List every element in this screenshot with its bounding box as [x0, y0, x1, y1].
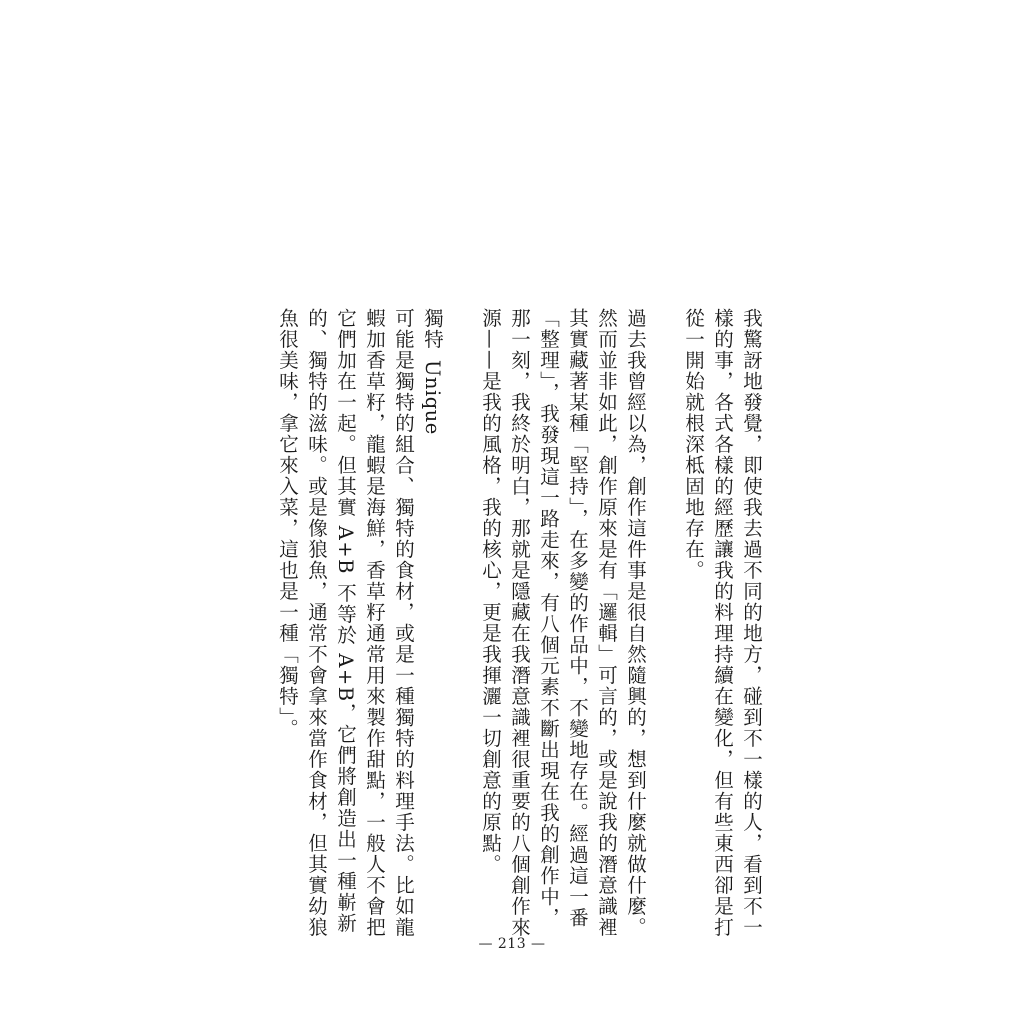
vertical-text-body [273, 308, 766, 938]
paragraph-2-line-3: 其實藏著某種「堅持」，在多變的作品中，不變地存在。經過這一番 [566, 308, 589, 929]
section-line-2: 蝦加香草籽，龍蝦是海鮮，香草籽通常用來製作甜點，一般人不會把 [363, 308, 386, 938]
paragraph-2-line-1: 過去我曾經以為，創作這件事是很自然隨興的，想到什麼就做什麼。 [624, 308, 647, 938]
paragraph-2-line-2: 然而並非如此，創作原來是有「邏輯」可言的，或是說我的潛意識裡 [595, 308, 618, 938]
paragraph-2-line-4: 「整理」，我發現這一路走來，有八個元素不斷出現在我的創作中， [537, 308, 560, 929]
section-heading [418, 308, 447, 888]
section-line-3: 它們加在一起。但其實 A+B 不等於 A+B，它們將創造出一種嶄新 [334, 308, 357, 934]
paragraph-1-line-1: 我驚訝地發覺，即使我去過不同的地方，碰到不一樣的人，看到不一 [740, 308, 763, 938]
section-line-4: 的、獨特的滋味。或是像狼魚，通常不會拿來當作食材，但其實幼狼 [305, 308, 328, 938]
page-number: — 213 — [478, 936, 546, 952]
section-spacer [447, 308, 476, 888]
section-line-5: 魚很美味，拿它來入菜，這也是一種「獨特」。 [276, 308, 299, 740]
paragraph-1-line-2: 樣的事，各式各樣的經歷讓我的料理持續在變化，但有些東西卻是打 [711, 308, 734, 938]
paragraph-2-line-6: 源——是我的風格，我的核心，更是我揮灑一切創意的原點。 [479, 308, 502, 875]
section-heading-zh: 獨特 [421, 308, 444, 350]
section-heading-en: Unique [421, 359, 444, 435]
section-line-1: 可能是獨特的組合、獨特的食材，或是一種獨特的料理手法。比如龍 [392, 308, 415, 938]
paragraph-1-line-3: 從一開始就根深柢固地存在。 [682, 308, 705, 581]
paragraph-2-line-5: 那一刻，我終於明白，那就是隱藏在我潛意識裡很重要的八個創作來 [508, 308, 531, 938]
paragraph-spacer [650, 308, 679, 888]
